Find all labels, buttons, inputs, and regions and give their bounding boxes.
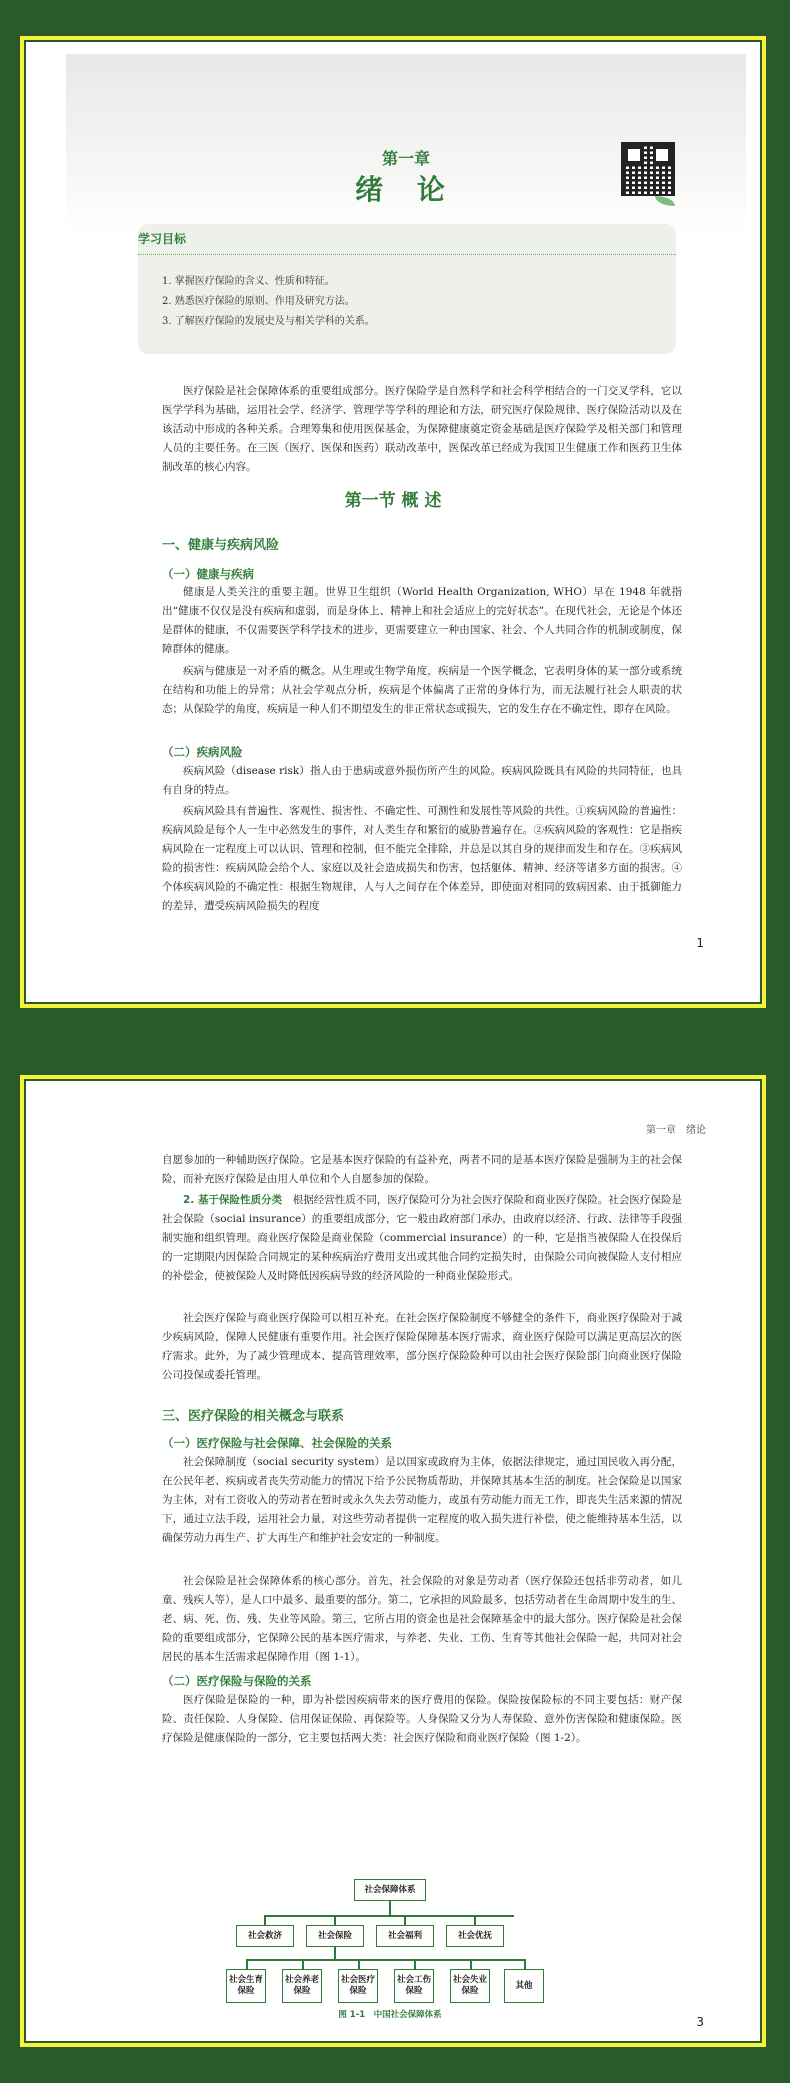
subheading-health-disease: （一）健康与疾病	[162, 567, 254, 581]
heading-related-concepts: 三、医疗保险的相关概念与联系	[162, 1409, 345, 1424]
section-title: 第一节 概 述	[344, 491, 442, 511]
paragraph-continued: 自愿参加的一种辅助医疗保险。它是基本医疗保险的有益补充，两者不同的是基本医疗保险是强制为主的社会保险，而补充医疗保险是由用人单位和个人自愿参加的保险。	[162, 1154, 682, 1185]
intro-paragraph: 医疗保险是社会保障体系的重要组成部分。医疗保险学是自然科学和社会科学相结合的一门交叉学科，它以医学学科为基础，运用社会学、经济学、管理学等学科的理论和方法，研究医疗保险规律、医疗保险活动以及在该活动中形成的各种关系。合理筹集和使用医保基金，为保障健康奠定资金基础是医疗保险学及相关部门和管理人员的主要任务。在三医（医疗、医保和医药）联动改革中，医保改革已经成为我国卫生健康工作和医药卫生体制改革的核心内容。	[162, 385, 682, 473]
subheading-insurance: （二）医疗保险与保险的关系	[162, 1674, 312, 1688]
chart-node-level3: 其他	[504, 1969, 544, 2003]
objective-item: 3. 了解医疗保险的发展史及与相关学科的关系。	[162, 316, 375, 327]
objectives-title: 学习目标	[138, 232, 187, 246]
chart-node-level2: 社会福利	[376, 1925, 434, 1947]
page-number: 3	[696, 2015, 704, 2029]
qr-code-icon[interactable]	[621, 142, 675, 196]
chart-node-level2: 社会救济	[236, 1925, 294, 1947]
subheading-social-security: （一）医疗保险与社会保障、社会保险的关系	[162, 1436, 392, 1450]
paragraph-risk-1: 疾病风险（disease risk）指人由于患病或意外损伤所产生的风险。疾病风险既具有风险的共同特征，也具有自身的特点。	[162, 765, 682, 796]
heading-health-risk: 一、健康与疾病风险	[162, 538, 280, 553]
chart-node-level3: 社会生育保险	[226, 1969, 266, 2003]
paragraph-insurance: 医疗保险是保险的一种，即为补偿因疾病带来的医疗费用的保险。保险按保险标的不同主要包括：财产保险、责任保险、人身保险、信用保证保险、再保险等。人身保险又分为人寿保险、意外伤害保险和健康保险。医疗保险是健康保险的一部分，它主要包括两大类：社会医疗保险和商业医疗保险（图 1-2）。	[162, 1694, 682, 1744]
objective-item: 1. 掌握医疗保险的含义、性质和特征。	[162, 276, 335, 287]
page-1	[20, 36, 766, 1008]
chart-node-root: 社会保障体系	[354, 1879, 426, 1901]
inline-heading: 2. 基于保险性质分类	[183, 1194, 283, 1206]
paragraph-risk-2: 疾病风险具有普遍性、客观性、损害性、不确定性、可测性和发展性等风险的共性。①疾病风险的普遍性：疾病风险是每个人一生中必然发生的事件，对人类生存和繁衍的威胁普遍存在。②疾病风险的客观性：它是指疾病风险在一定程度上可以认识、管理和控制，但不能完全排除，并总是以其自身的规律而发生和存在。③疾病风险的损害性：疾病风险会给个人、家庭以及社会造成损失和伤害，包括躯体、精神、经济等诸多方面的损害。④个体疾病风险的不确定性：根据生物规律，人与人之间存在个体差异，即使面对相同的致病因素、由于抵御能力的差异，遭受疾病风险损失的程度	[162, 805, 682, 912]
chapter-header	[66, 54, 746, 234]
paragraph-social-security-1: 社会保障制度（social security system）是以国家或政府为主体，依据法律规定，通过国民收入再分配，在公民年老、疾病或者丧失劳动能力的情况下给予公民物质帮助，并保障其基本生活的制度。社会保险是以国家为主体，对有工资收入的劳动者在暂时或永久失去劳动能力，或虽有劳动能力而无工作，即丧失生活来源的情况下，通过立法手段，运用社会力量，对这些劳动者提供一定程度的收入损失进行补偿，使之能维持基本生活，以确保劳动力再生产、扩大再生产和维护社会安定的一种制度。	[162, 1456, 682, 1544]
paragraph-health-2: 疾病与健康是一对矛盾的概念。从生理或生物学角度，疾病是一个医学概念，它表明身体的某一部分或系统在结构和功能上的异常；从社会学观点分析，疾病是个体偏离了正常的身体行为，而无法履行社会人职责的状态；从保险学的角度，疾病是一种人们不期望发生的非正常状态或损失，它的发生存在不确定性，即存在风险。	[162, 665, 682, 715]
page-number: 1	[696, 936, 704, 950]
chart-node-level3: 社会养老保险	[282, 1969, 322, 2003]
objective-item: 2. 熟悉医疗保险的原则、作用及研究方法。	[162, 296, 355, 307]
page-3	[20, 1075, 766, 2047]
objectives-list	[162, 272, 375, 332]
chart-node-level2: 社会优抚	[446, 1925, 504, 1947]
running-header: 第一章 绪论	[646, 1125, 706, 1136]
paragraph-health-1: 健康是人类关注的重要主题。世界卫生组织（World Health Organization, WHO）早在 1948 年就指出“健康不仅仅是没有疾病和虚弱，而是身体上、精神上和社会适应上的完好状态”。在现代社会，无论是个体还是群体的健康，不仅需要医学科学技术的进步，更需要建立一种由国家、社会、个人共同合作的机制或制度，保障群体的健康。	[162, 586, 682, 655]
paragraph-social-security-2: 社会保险是社会保障体系的核心部分。首先，社会保险的对象是劳动者（医疗保险还包括非劳动者，如儿童、残疾人等），是人口中最多、最重要的部分。第二，它承担的风险最多，包括劳动者在生命周期中发生的生、老、病、死、伤、残、失业等风险。第三，它所占用的资金也是社会保障基金中的最大部分。医疗保险是社会保险的重要组成部分，它保障公民的基本医疗需求，与养老、失业、工伤、生育等其他社会保险一起，共同对社会居民的基本生活需求起保障作用（图 1-1）。	[162, 1575, 682, 1663]
chapter-number: 第一章	[381, 149, 430, 168]
chart-node-level3: 社会工伤保险	[394, 1969, 434, 2003]
subheading-disease-risk: （二）疾病风险	[162, 745, 243, 759]
social-security-chart	[230, 1879, 570, 2029]
figure-caption: 图 1-1 中国社会保障体系	[270, 2007, 510, 2023]
chart-node-level3: 社会失业保险	[450, 1969, 490, 2003]
paragraph-complement: 社会医疗保险与商业医疗保险可以相互补充。在社会医疗保险制度不够健全的条件下，商业医疗保险对于减少疾病风险，保障人民健康有重要作用。社会医疗保险保障基本医疗需求，商业医疗保险可以满足更高层次的医疗需求。此外，为了减少管理成本、提高管理效率，部分医疗保险险种可以由社会医疗保险部门向商业医疗保险公司投保或委托管理。	[162, 1312, 682, 1381]
paragraph-text: 根据经营性质不同，医疗保险可分为社会医疗保险和商业医疗保险。社会医疗保险是社会保险（social insurance）的重要组成部分，它一般由政府部门承办，由政府以经济、行政、法律等手段强制实施和组织管理。商业医疗保险是商业保险（commercial insurance）的一种，它是指当被保险人在投保后的一定期限内因保险合同规定的某种疾病治疗费用支出或其他合同约定损失时，由保险公司向被保险人支付相应的补偿金，使被保险人及时降低因疾病导致的经济风险的一种商业保险形式。	[162, 1194, 683, 1282]
divider	[138, 254, 676, 255]
chapter-title: 绪 论	[355, 173, 457, 206]
chart-node-level2: 社会保险	[306, 1925, 364, 1947]
chart-node-level3: 社会医疗保险	[338, 1969, 378, 2003]
paragraph-insurance-type	[162, 1191, 682, 1286]
